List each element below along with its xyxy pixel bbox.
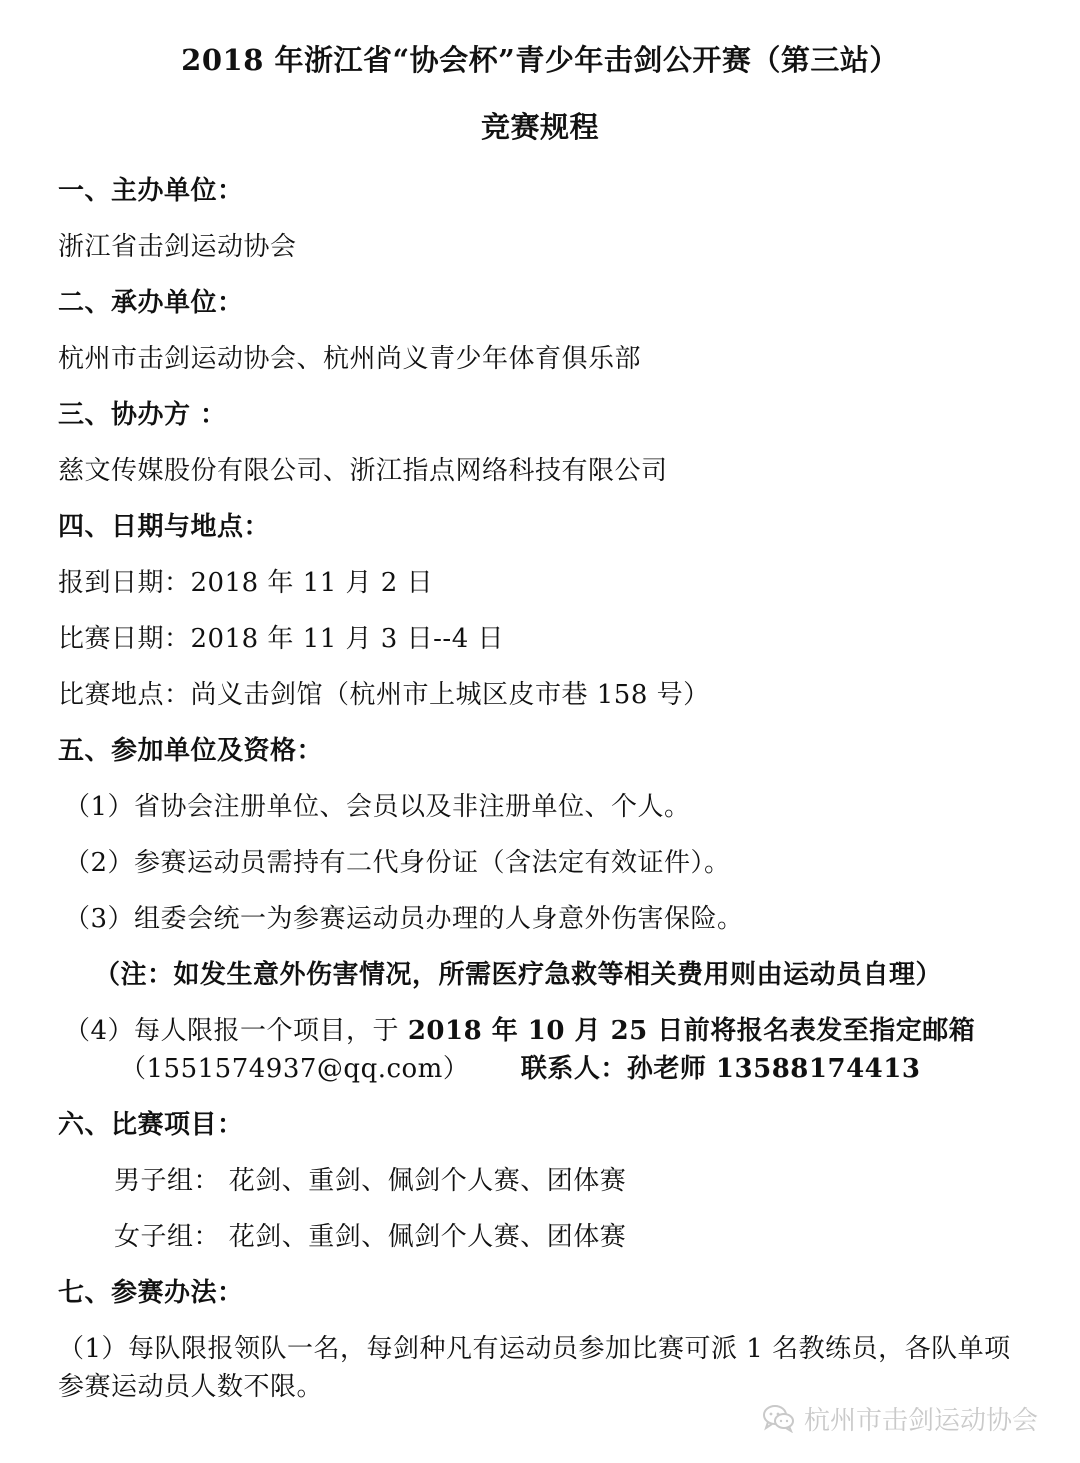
- eligibility-item-1: （1）省协会注册单位、会员以及非注册单位、个人。: [64, 792, 691, 822]
- document-subtitle: 竞赛规程: [480, 110, 599, 144]
- section-organizer-heading: 一、主办单位：: [58, 176, 244, 206]
- competition-date: 比赛日期：2018 年 11 月 3 日--4 日: [58, 624, 504, 654]
- document-title: 2018 年浙江省“协会杯”青少年击剑公开赛（第三站）: [181, 43, 899, 77]
- eligibility-item-4-prefix: （4）每人限报一个项目，于: [64, 1016, 400, 1046]
- registration-date: 报到日期：2018 年 11 月 2 日: [58, 568, 434, 598]
- competition-venue: 比赛地点：尚义击剑馆（杭州市上城区皮市巷 158 号）: [58, 680, 710, 710]
- eligibility-item-4-contact-line: [120, 1054, 920, 1084]
- method-item-1-line-2: 参赛运动员人数不限。: [58, 1372, 324, 1402]
- events-women: 女子组： 花剑、重剑、佩剑个人赛、团体赛: [114, 1222, 627, 1252]
- section-undertaker-heading: 二、承办单位：: [58, 288, 244, 318]
- method-item-1-line-1: （1）每队限报领队一名，每剑种凡有运动员参加比赛可派 1 名教练员，各队单项: [58, 1334, 1011, 1364]
- eligibility-item-2: （2）参赛运动员需持有二代身份证（含法定有效证件）。: [64, 848, 731, 878]
- section-events-heading: 六、比赛项目：: [58, 1110, 244, 1140]
- eligibility-item-4-deadline: 2018 年 10 月 25 日前将报名表发至指定邮箱: [407, 1016, 976, 1046]
- section-organizer-text: 浙江省击剑运动协会: [58, 232, 297, 262]
- section-method-heading: 七、参赛办法：: [58, 1278, 244, 1308]
- contact-person: 联系人：孙老师 13588174413: [520, 1054, 921, 1084]
- eligibility-item-3: （3）组委会统一为参赛运动员办理的人身意外伤害保险。: [64, 904, 744, 934]
- events-men: 男子组： 花剑、重剑、佩剑个人赛、团体赛: [114, 1166, 627, 1196]
- section-eligibility-heading: 五、参加单位及资格：: [58, 736, 324, 766]
- section-undertaker-text: 杭州市击剑运动协会、杭州尚义青少年体育俱乐部: [58, 344, 642, 374]
- section-co-organizer-heading: 三、协办方 ：: [58, 400, 227, 430]
- watermark: [762, 1398, 1038, 1438]
- insurance-note: （注：如发生意外伤害情况，所需医疗急救等相关费用则由运动员自理）: [94, 960, 943, 990]
- section-co-organizer-text: 慈文传媒股份有限公司、浙江指点网络科技有限公司: [58, 456, 668, 486]
- section-date-venue-heading: 四、日期与地点：: [58, 512, 271, 542]
- wechat-icon: [762, 1403, 796, 1433]
- eligibility-item-4: [64, 1016, 975, 1046]
- registration-email: （1551574937@qq.com）: [120, 1054, 470, 1084]
- watermark-text: 杭州市击剑运动协会: [804, 1405, 1039, 1436]
